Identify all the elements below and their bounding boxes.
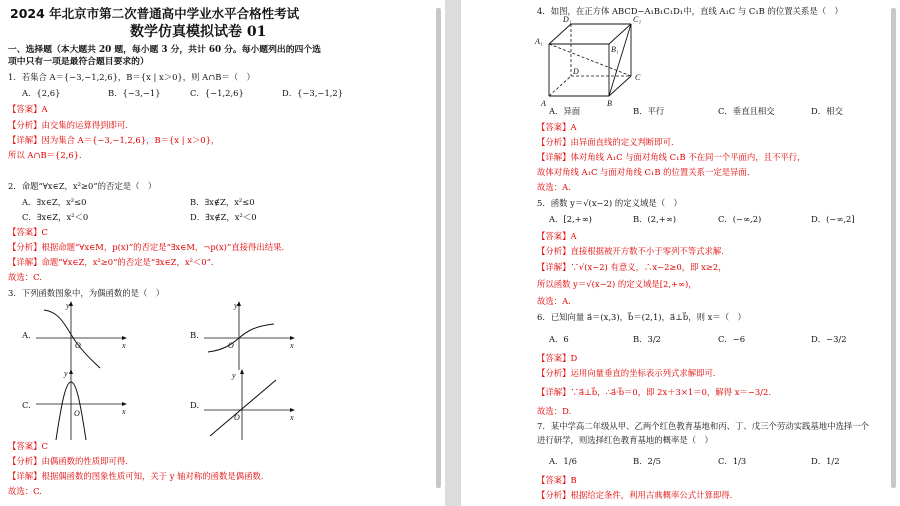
q6-analysis: 【分析】运用向量垂直的坐标表示列式求解即可. [537,368,716,378]
q3-option-d: D. [190,400,200,410]
cube-label-d1: D₁ [563,15,572,24]
q6-answer: 【答案】D [537,353,578,363]
cube-label-a1: A₁ [535,37,543,46]
section-intro-line2: 项中只有一项是最符合题目要求的） [8,57,149,67]
q7-answer: 【答案】B [537,475,577,485]
q4-option-c: C．垂直且相交 [718,106,775,116]
q4-cube-figure [535,15,651,108]
q7-option-c: C．1/3 [718,456,747,466]
q3a-y-label: y [66,301,70,310]
section-intro-line1: 一、选择题（本大题共 20 题，每小题 3 分，共计 60 分。每小题列出的四个选 [8,45,321,55]
q5-analysis: 【分析】直接根据被开方数不小于零列不等式求解. [537,246,724,256]
q4-option-a: A．异面 [549,106,581,116]
q4-conclusion: 故选：A. [537,182,571,192]
q5-option-b: B．(2,+∞) [633,214,677,224]
q1-option-a: A．{2,6} [22,88,61,98]
q1-option-b: B．{−3,−1} [108,88,161,98]
document-page-left [0,0,445,506]
q3-graph-c [36,370,136,442]
q4-option-d: D．相交 [811,106,843,116]
q3-detail: 【详解】根据偶函数的图象性质可知，关于 y 轴对称的函数是偶函数. [8,471,264,481]
right-scrollbar[interactable] [891,8,896,488]
q7-analysis: 【分析】根据给定条件，利用古典概率公式计算即得. [537,490,733,500]
q1-detail: 【详解】因为集合 A＝{−3,−1,2,6}，B＝{x | x＞0}， [8,135,220,145]
document-page-right [460,0,900,506]
q7-stem: 7．某中学高二年级从甲、乙两个红色教育基地和丙、丁、戊三个劳动实践基地中选择一个 [537,421,869,431]
q3-graph-b [204,300,304,372]
q5-option-c: C．(−∞,2) [718,214,762,224]
q3-option-a: A. [22,330,31,340]
q3b-x-label: x [290,341,294,350]
q1-option-c: C．{−1,2,6} [190,88,244,98]
q5-stem: 5．函数 y＝√(x−2) 的定义域是（ ） [537,198,682,208]
q3-answer: 【答案】C [8,441,48,451]
q3-analysis: 【分析】由偶函数的性质即可得. [8,456,128,466]
cube-label-a: A [541,99,546,108]
q1-detail-2: 所以 A∩B＝{2,6}. [8,150,82,160]
q1-stem: 1．若集合 A＝{−3,−1,2,6}，B＝{x | x＞0}，则 A∩B＝（ ） [8,72,255,82]
q5-option-a: A．[2,+∞) [549,214,592,224]
page-subtitle: 数学仿真模拟试卷 01 [130,24,267,40]
q3c-y-label: y [64,369,68,378]
q4-detail-2: 故体对角线 A₁C 与面对角线 C₁B 的位置关系一定是异面. [537,167,750,177]
q3d-y-label: y [232,371,236,380]
q4-analysis: 【分析】由异面直线的定义判断即可. [537,137,674,147]
cube-label-b: B [607,99,612,108]
cube-label-d: D [573,67,579,76]
page-title: 2024 年北京市第二次普通高中学业水平合格性考试 [10,6,300,21]
cube-label-b1: B₁ [611,45,619,54]
q5-conclusion: 故选：A. [537,296,571,306]
q6-conclusion: 故选：D. [537,406,572,416]
q2-option-c: C．∃x∈Z，x²＜0 [22,212,89,222]
q6-detail: 【详解】∵a⃗⊥b⃗，∴a⃗·b⃗＝0，即 2x＋3×1＝0，解得 x＝−3/2. [537,387,771,397]
q4-stem: 4．如图，在正方体 ABCD−A₁B₁C₁D₁中，直线 A₁C 与 C₁B 的位置关系是（ ） [537,6,843,16]
q7-option-b: B．2/5 [633,456,662,466]
q2-conclusion: 故选：C. [8,272,42,282]
q3-option-b: B. [190,330,199,340]
q7-option-a: A．1/6 [549,456,577,466]
left-scrollbar[interactable] [436,8,441,488]
q2-option-b: B．∃x∉Z，x²≤0 [190,197,255,207]
q1-analysis: 【分析】由交集的运算得到即可. [8,120,128,130]
q2-stem: 2．命题“∀x∈Z，x²≥0”的否定是（ ） [8,181,157,191]
q3b-y-label: y [234,301,238,310]
q5-detail-2: 所以函数 y＝√(x−2) 的定义域是[2,+∞)， [537,279,697,289]
q3d-origin-label: O [234,413,240,422]
q6-option-a: A．6 [549,334,569,344]
q5-answer: 【答案】A [537,231,577,241]
q1-option-d: D．{−3,−1,2} [282,88,344,98]
q6-option-d: D．−3/2 [811,334,847,344]
q2-analysis: 【分析】根据命题“∀x∈M，p(x)”的否定是“∃x∈M，¬p(x)”直接得出结果. [8,242,285,252]
q7-stem-2: 进行研学，则选择红色教育基地的概率是（ ） [537,435,713,445]
q3c-x-label: x [122,407,126,416]
q1-answer: 【答案】A [8,104,48,114]
q3b-origin-label: O [228,341,234,350]
q3c-origin-label: O [74,409,80,418]
q2-detail: 【详解】命题“∀x∈Z，x²≥0”的否定是“∃x∈Z，x²＜0”. [8,257,214,267]
q4-detail: 【详解】体对角线 A₁C 与面对角线 C₁B 不在同一个平面内，且不平行， [537,152,806,162]
q2-option-d: D．∃x∉Z，x²＜0 [190,212,257,222]
q3a-origin-label: O [75,341,81,350]
q2-answer: 【答案】C [8,227,48,237]
page-gap [445,0,460,506]
q3-stem: 3．下列函数图象中，为偶函数的是（ ） [8,288,165,298]
cube-label-c: C [635,73,641,82]
cube-label-c1: C₁ [633,15,642,24]
q2-option-a: A．∃x∈Z，x²≤0 [22,197,87,207]
q3-conclusion: 故选：C. [8,486,42,496]
q5-option-d: D．(−∞,2] [811,214,855,224]
q6-stem: 6．已知向量 a⃗＝(x,3)，b⃗＝(2,1)，a⃗⊥b⃗，则 x＝（ ） [537,312,746,322]
q6-option-c: C．−6 [718,334,746,344]
q4-option-b: B．平行 [633,106,665,116]
q3-option-c: C. [22,400,31,410]
q3-graph-a [36,300,136,372]
q3-graph-d [204,370,304,442]
q4-answer: 【答案】A [537,122,577,132]
q3d-x-label: x [290,413,294,422]
q6-option-b: B．3/2 [633,334,662,344]
q7-option-d: D．1/2 [811,456,840,466]
q3a-x-label: x [122,341,126,350]
q5-detail: 【详解】∵√(x−2) 有意义，∴x−2≥0，即 x≥2， [537,262,727,272]
